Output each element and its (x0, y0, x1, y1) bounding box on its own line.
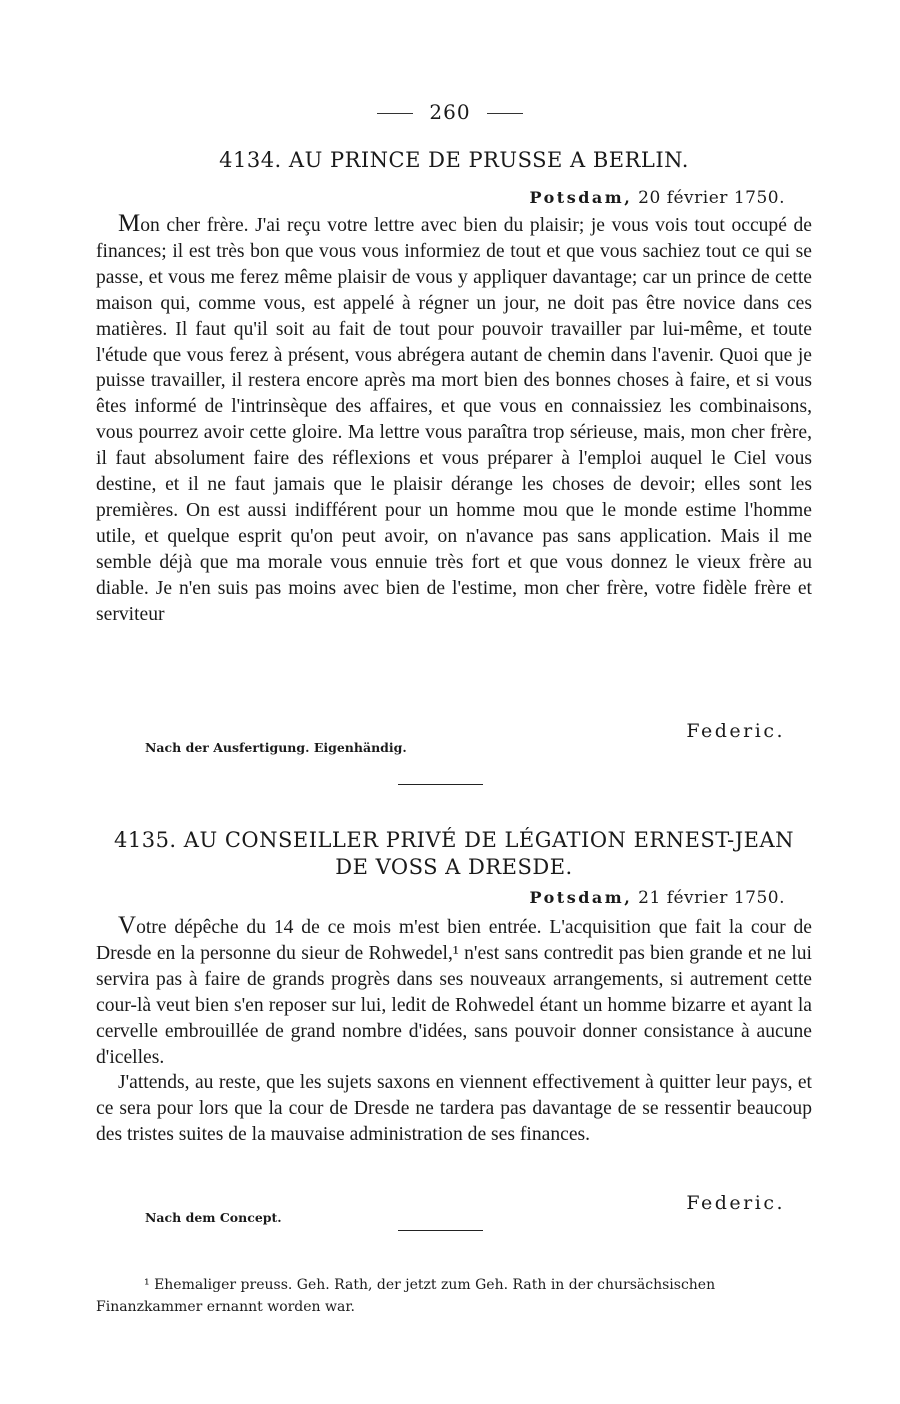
page-number-text: 260 (429, 100, 471, 124)
page-number-dash-left (377, 113, 413, 114)
letter-2-heading-line-2: DE VOSS A DRESDE. (335, 855, 573, 879)
letter-2-heading-line-1: 4135. AU CONSEILLER PRIVÉ DE LÉGATION ERNEST-JEAN (113, 828, 794, 852)
letter-1-heading: 4134. AU PRINCE DE PRUSSE A BERLIN. (219, 148, 689, 172)
letter-2-dropcap: V (118, 912, 137, 939)
letter-2-dateline (530, 888, 785, 908)
letter-1-signature: Federic. (686, 720, 785, 742)
letter-2-paragraph-2: J'attends, au reste, que les sujets saxons en viennent effectivement à quitter leur pays, et ce sera pour lors que la cour de Dresde ne tardera pas davantage de se ressentir beaucoup des tristes suites de la mauvaise administration de ses finances. (96, 1072, 812, 1146)
letter-2-dateline-place: Potsdam, (529, 888, 633, 907)
letter-2-source: Nach dem Concept. (145, 1210, 282, 1225)
letter-2-heading (96, 827, 812, 881)
letter-2-paragraph-1: otre dépêche du 14 de ce mois m'est bien entrée. L'acquisition que fait la cour de Dresde en la personne du sieur de Rohwedel,¹ n'est sans contredit pas bien grande et ne lui servira pas à faire de grands progrès dans ses nouveaux arrangements, si autrement cette cour-là veut bien s'en reposer sur lui, ledit de Rohwedel étant un homme bizarre et ayant la cervelle embrouillée de grand nombre d'idées, sans pouvoir donner consistance à aucune d'icelles. (96, 917, 812, 1068)
letter-1-dateline-place: Potsdam, (529, 188, 633, 207)
letter-1-dateline (530, 188, 785, 208)
letter-2-signature: Federic. (686, 1192, 785, 1214)
page-number-dash-right (487, 113, 523, 114)
letter-2-dateline-date: 21 février 1750. (638, 888, 785, 908)
letter-1-text: on cher frère. J'ai reçu votre lettre avec bien du plaisir; je vous vois tout occupé de finances; il est très bon que vous vous informiez de tout et que vous sachiez tout ce qui se passe, et vous me ferez même plaisir de vous y appliquer davantage; car un prince de cette maison qui, comme vous, est appelé à régner un jour, ne doit pas être novice dans ces matières. Il faut qu'il soit au fait de tout pour pouvoir travailler par lui-même, et toute l'étude que vous ferez à présent, vous abrégera autant de chemin dans l'avenir. Quoi que je puisse travailler, il restera encore après ma mort bien des bonnes choses à faire, et si vous êtes informé de l'intrinsèque des affaires, et que vous en connaissiez les combinaisons, vous pourrez avoir cette gloire. Ma lettre vous paraîtra trop sérieuse, mais, mon cher frère, il faut absolument faire des réflexions et vous préparer à l'emploi auquel le Ciel vous destine, et il ne faut jamais que le plaisir dérange les choses de devoir; elles sont les premières. On est aussi indifférent pour un homme mou que le monde estime l'homme utile, et quelque esprit qu'on peut avoir, on n'avance pas sans application. Mais il me semble déjà que ma morale vous ennuie très fort et que vous donnez le vieux frère au diable. Je n'en suis pas moins avec bien de l'estime, mon cher frère, votre fidèle frère et serviteur (96, 215, 812, 625)
footnote-divider (398, 1230, 483, 1231)
letter-1-dropcap: M (118, 210, 141, 237)
page-number (0, 100, 900, 124)
letter-1-dateline-date: 20 février 1750. (638, 188, 785, 208)
letter-2-body (96, 913, 812, 1148)
footnote: ¹ Ehemaliger preuss. Geh. Rath, der jetzt zum Geh. Rath in der chursächsischen Finanzkammer ernannt worden war. (96, 1277, 716, 1315)
section-divider (398, 784, 483, 785)
letter-1-source: Nach der Ausfertigung. Eigenhändig. (145, 740, 407, 755)
letter-1-body (96, 211, 812, 628)
